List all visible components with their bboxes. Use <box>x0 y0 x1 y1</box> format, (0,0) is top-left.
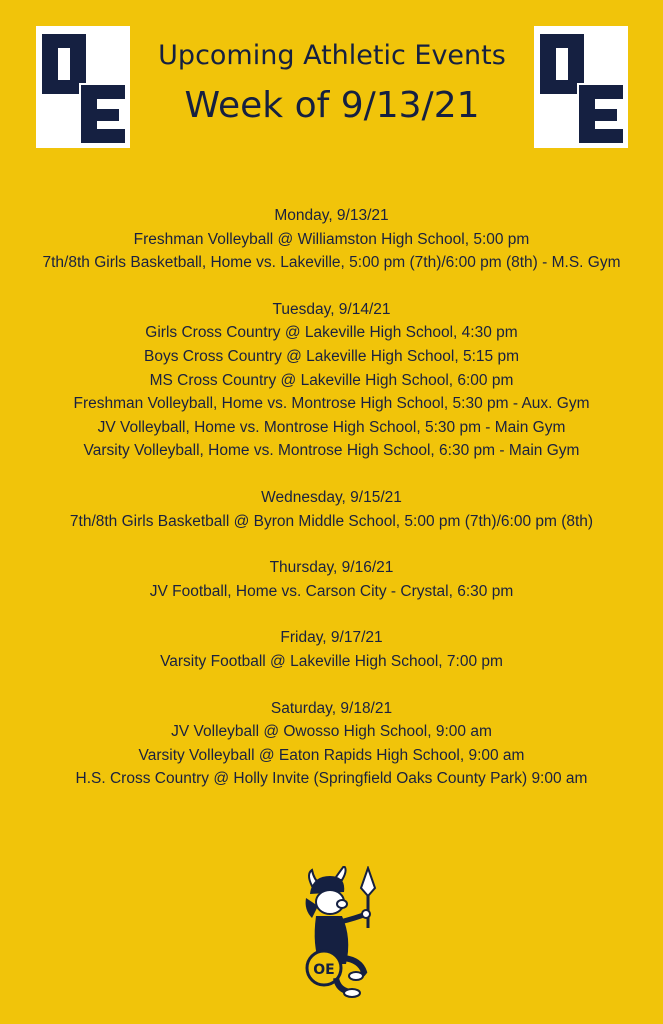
day-heading: Tuesday, 9/14/21 <box>272 300 391 318</box>
event-item: Girls Cross Country @ Lakeville High School, 4:30 pm <box>145 324 518 342</box>
header <box>130 36 534 132</box>
oe-logo-right <box>534 26 628 148</box>
shield-logo-text: OE <box>313 962 335 978</box>
event-item: MS Cross Country @ Lakeville High School, 6:00 pm <box>149 371 514 389</box>
oe-logo-icon <box>38 28 128 146</box>
day-block-tuesday <box>0 298 663 463</box>
event-item: Varsity Football @ Lakeville High School, 7:00 pm <box>160 652 503 670</box>
event-item: JV Football, Home vs. Carson City - Crystal, 6:30 pm <box>149 582 514 600</box>
day-heading: Friday, 9/17/21 <box>280 629 383 647</box>
event-item: Varsity Volleyball, Home vs. Montrose High School, 6:30 pm - Main Gym <box>83 442 580 460</box>
event-item: Freshman Volleyball @ Williamston High School, 5:00 pm <box>133 230 530 248</box>
event-item: H.S. Cross Country @ Holly Invite (Springfield Oaks County Park) 9:00 am <box>75 770 588 788</box>
day-block-wednesday <box>0 486 663 533</box>
day-heading: Monday, 9/13/21 <box>274 207 389 224</box>
event-item: Boys Cross Country @ Lakeville High School, 5:15 pm <box>144 347 519 365</box>
day-heading: Thursday, 9/16/21 <box>269 559 394 577</box>
day-heading: Wednesday, 9/15/21 <box>261 488 402 506</box>
day-block-monday <box>0 204 663 275</box>
event-item: JV Volleyball @ Owosso High School, 9:00 am <box>171 723 492 741</box>
page-title: Upcoming Athletic Events <box>158 40 506 71</box>
day-heading: Saturday, 9/18/21 <box>270 699 393 717</box>
day-block-thursday <box>0 556 663 603</box>
day-block-friday <box>0 626 663 673</box>
event-item: Varsity Volleyball @ Eaton Rapids High School, 9:00 am <box>138 746 525 764</box>
viking-mascot-icon <box>298 866 384 998</box>
event-item: JV Volleyball, Home vs. Montrose High School, 5:30 pm - Main Gym <box>97 418 566 436</box>
page-subtitle: Week of 9/13/21 <box>184 85 480 126</box>
oe-logo-left <box>36 26 130 148</box>
event-item: Freshman Volleyball, Home vs. Montrose High School, 5:30 pm - Aux. Gym <box>73 395 590 413</box>
event-item: 7th/8th Girls Basketball, Home vs. Lakeville, 5:00 pm (7th)/6:00 pm (8th) - M.S. Gym <box>42 254 621 272</box>
oe-logo-icon <box>536 28 626 146</box>
day-block-saturday <box>0 697 663 791</box>
event-item: 7th/8th Girls Basketball @ Byron Middle School, 5:00 pm (7th)/6:00 pm (8th) <box>69 512 594 530</box>
events-list <box>0 204 663 814</box>
